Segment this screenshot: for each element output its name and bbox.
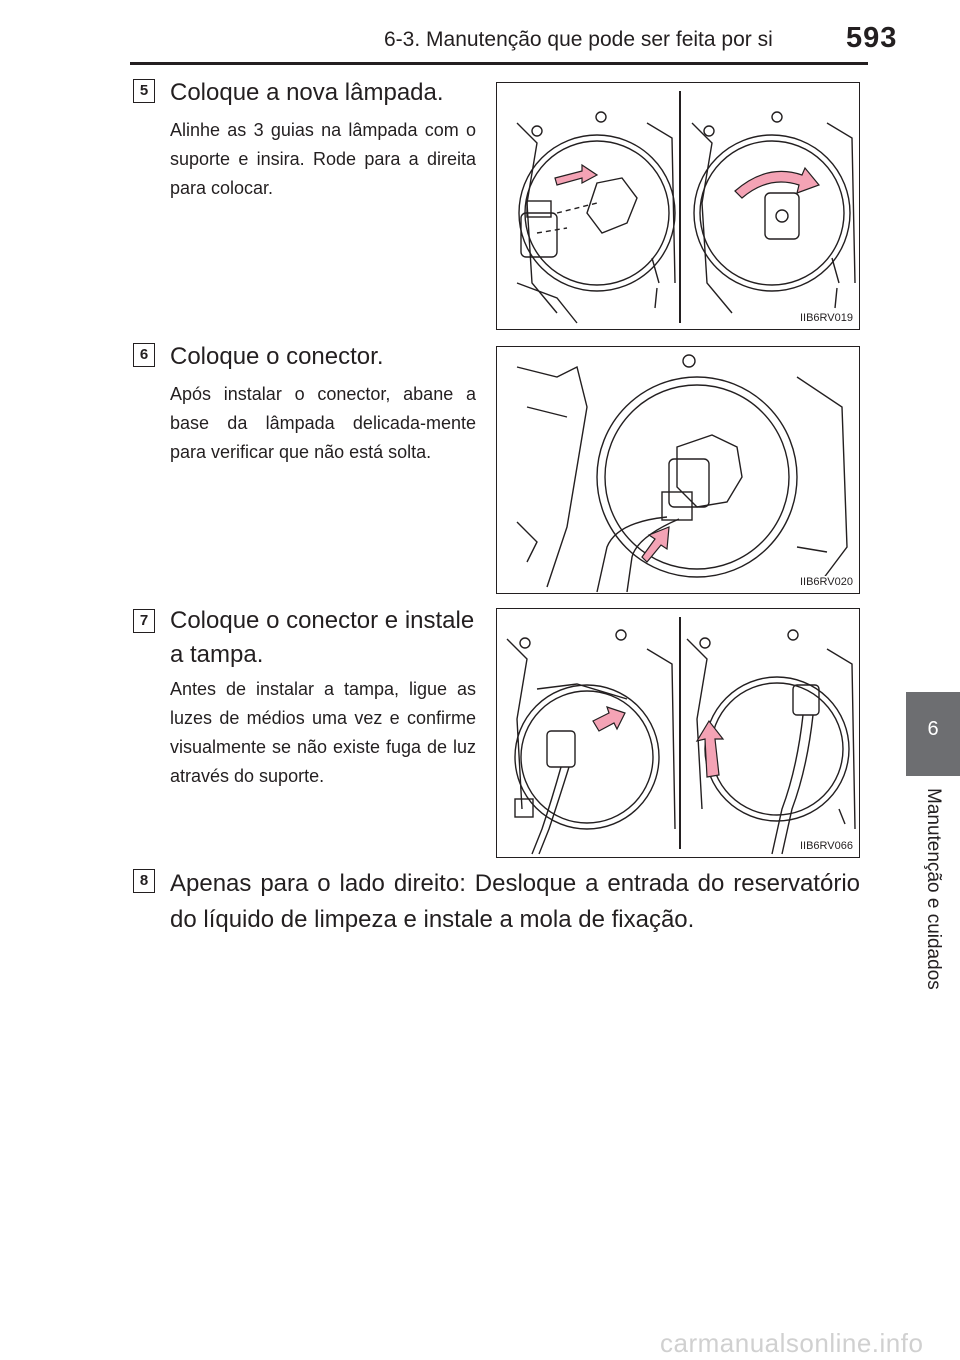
- figure-code: IIB6RV019: [799, 312, 853, 324]
- push-arrow-icon: [642, 527, 669, 562]
- insert-arrow-icon: [555, 165, 597, 185]
- step-description: Antes de instalar a tampa, ligue as luzes de médios uma vez e confirme visualmente se não existe fuga de luz através do suporte.: [170, 679, 476, 786]
- step-title: Coloque o conector e instale a tampa.: [170, 607, 475, 668]
- figure-connector-install: [496, 346, 860, 594]
- step-description: Alinhe as 3 guias na lâmpada com o suporte e insira. Rode para a direita para colocar.: [170, 120, 476, 198]
- chapter-label: Manutenção e cuidados: [923, 788, 944, 990]
- figure-cover-install: [496, 608, 860, 858]
- figure-code: IIB6RV066: [799, 840, 853, 852]
- running-header-title: 6-3. Manutenção que pode ser feita por si: [384, 28, 773, 51]
- step-description: Após instalar o conector, abane a base da lâmpada delicada-mente para verificar que não está solta.: [170, 384, 476, 462]
- up-arrow-icon: [697, 721, 723, 777]
- step-title: Apenas para o lado direito: Desloque a entrada do reservatório do líquido de limpeza e instale a mola de fixação.: [170, 870, 860, 933]
- step-number-badge: 5: [133, 79, 155, 103]
- step-number-badge: 7: [133, 609, 155, 633]
- page-number: 593: [846, 22, 898, 54]
- step-title: Coloque a nova lâmpada.: [170, 79, 444, 106]
- step-number-badge: 8: [133, 869, 155, 893]
- chapter-tab[interactable]: [906, 692, 960, 776]
- chapter-number: 6: [927, 718, 939, 740]
- bulb-install-illustration: [497, 83, 859, 329]
- cover-install-illustration: [497, 609, 859, 857]
- figure-code: IIB6RV020: [799, 576, 853, 588]
- watermark: carmanualsonline.info: [660, 1328, 924, 1358]
- header-rule: [130, 62, 868, 65]
- connect-arrow-icon: [593, 707, 625, 731]
- step-number-badge: 6: [133, 343, 155, 367]
- step-title: Coloque o conector.: [170, 343, 384, 370]
- chapter-label-container: [906, 788, 960, 1008]
- connector-install-illustration: [497, 347, 859, 593]
- figure-bulb-install: [496, 82, 860, 330]
